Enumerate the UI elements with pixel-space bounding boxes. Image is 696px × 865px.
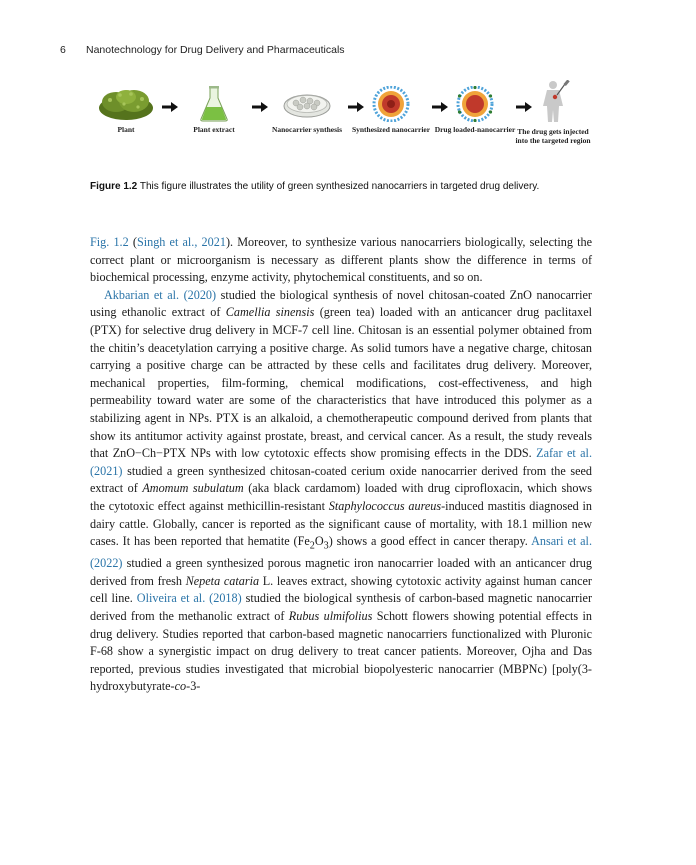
figure-reference-link[interactable]: Fig. 1.2: [90, 235, 129, 249]
citation-link[interactable]: Oliveira et al. (2018): [136, 591, 242, 606]
arrow-right-icon: [162, 102, 178, 112]
text-run: (aka black cardamom) loaded with drug ciprofloxacin, which shows the cytotoxic effect against methicillin-resistant: [90, 481, 592, 513]
nanoparticle-icon: [371, 86, 411, 122]
species-name: Rubus ulmifolius: [288, 608, 373, 623]
species-name: Nepeta cataria: [185, 573, 260, 588]
text-run: studied the biological synthesis of novel chitosan-coated ZnO nanocarrier using ethanolic extract of: [90, 287, 592, 320]
flask-icon: [199, 86, 229, 122]
text-run: studied the biological synthesis of carbon-based magnetic nanocarrier derived from the methanolic extract of: [90, 591, 592, 623]
text-run: ) shows a good effect in cancer therapy.: [328, 534, 532, 549]
species-name: Amomum subulatum: [142, 481, 244, 496]
paragraph: [90, 287, 592, 696]
moss-plant-icon: [98, 86, 154, 122]
paragraph-text: ). Moreover, to synthesize various nanocarriers biologically, selecting the correct plant or microorganism is necessary as different plants show the difference in terms of biochemical processing, enzyme activity, phytochemical constituents, and so on.: [90, 235, 592, 285]
species-name: Camellia sinensis: [225, 305, 315, 320]
figure-1-2: [90, 86, 590, 176]
stage-drug-loaded-nanocarrier: [430, 86, 520, 134]
stage-label: Nanocarrier synthesis: [271, 125, 343, 134]
text-run: -induced mastitis diagnosed in dairy cattle. Globally, cancer is reported as the significant cause of mortality, with 18.1 million new cases. It has been reported that hematite (Fe: [90, 498, 592, 549]
text-run: (green tea) loaded with an anticancer drug paclitaxel (PTX) for selective drug delivery in MCF-7 cell line. Chitosan is an essential polymer obtained from the chitin’s deacetylation carrying a positive charge. As solid tumors have a negative charge, chitosan carrying a positive charge can be attracted by these cells and facilitates drug delivery. Moreover, mechanical properties, film-forming, chemical modifications, cost-effectiveness, and high permeability toward water are some of the characteristics that have introduced this polymer as a stabilizing agent in NPs. PTX is an alkaloid, a chemotherapeutic compound derived from plants that show its antitumor activity against prostate, breast, and cervical cancer. As a result, the study reveals that ZnO−Ch−PTX NPs with low cytotoxic effects show promising effects in the DDS.: [90, 305, 592, 461]
stage-label: Drug loaded-nanocarrier: [434, 125, 516, 134]
stage-plant: [96, 86, 156, 134]
text-run: O: [314, 534, 324, 549]
figure-caption: [90, 180, 590, 194]
body-text: [90, 234, 592, 696]
text-run: studied a green synthesized chitosan-coated cerium oxide nanocarrier derived from the seed extract of: [90, 463, 592, 496]
stage-plant-extract: [186, 86, 242, 134]
stage-nanocarrier-synthesis: [266, 86, 348, 134]
text-run: -3-: [186, 679, 201, 694]
page-number: 6: [60, 44, 66, 56]
species-name: Staphylococcus aureus: [328, 498, 442, 513]
citation-link[interactable]: Singh et al., 2021: [136, 235, 226, 249]
text-run: studied a green synthesized porous magnetic iron nanocarrier loaded with an anticancer drug derived from fresh: [90, 556, 592, 588]
text-run: co: [174, 679, 187, 694]
petri-dish-icon: [282, 86, 332, 122]
book-title: Nanotechnology for Drug Delivery and Pharmaceuticals: [86, 44, 345, 56]
stage-targeted-injection: [514, 80, 592, 145]
stage-label: Synthesized nanocarrier: [351, 125, 431, 134]
drug-loaded-nanoparticle-icon: [454, 86, 496, 122]
subscript: 2: [309, 540, 315, 552]
citation-link[interactable]: Zafar et al. (2021): [90, 446, 592, 478]
citation-link[interactable]: Akbarian et al. (2020): [104, 287, 217, 302]
human-body-icon: [535, 80, 571, 124]
stage-label: Plant: [117, 125, 135, 134]
citation-link[interactable]: Ansari et al. (2022): [90, 534, 592, 571]
stage-synthesized-nanocarrier: [348, 86, 434, 134]
figure-caption-label: Figure 1.2: [90, 181, 138, 192]
figure-caption-text: This figure illustrates the utility of green synthesized nanocarriers in targeted drug delivery.: [139, 181, 540, 192]
stage-label: The drug gets injected into the targeted region: [515, 127, 591, 145]
paragraph: Fig. 1.2 (Singh et al., 2021). Moreover, to synthesize various nanocarriers biologically, selecting the correct plant or microorganism is necessary as different plants show the difference in terms of biochemical processing, enzyme activity, phytochemical constituents, and so on.: [90, 235, 592, 285]
subscript: 3: [323, 540, 329, 552]
text-run: L. leaves extract, showing cytotoxic activity against human cancer cell line.: [90, 573, 592, 606]
running-header: [60, 44, 640, 60]
text-run: Schott flowers showing potential effects in drug delivery. Studies reported that carbon-based magnetic nanocarriers functionalized with Pluronic F-68 show a synergistic impact on drug delivery to treat cancer patients. Moreover, Ojha and Das reported, previous studies investigated that microbial biopolyesteric nanocarrier (MBPNc) [poly(3-hydroxybutyrate-: [90, 608, 592, 694]
stage-label: Plant extract: [193, 125, 235, 134]
